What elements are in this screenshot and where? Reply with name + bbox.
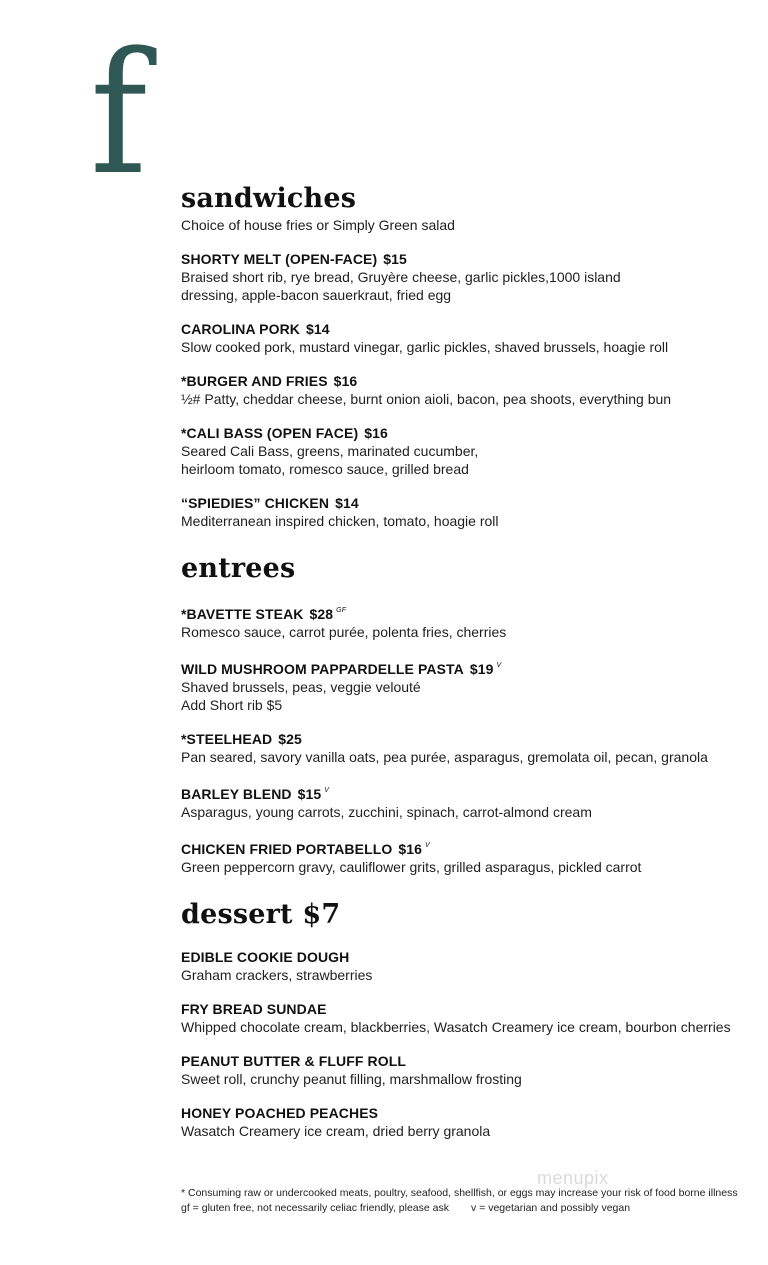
item-price: $14 xyxy=(306,321,330,337)
menu-item xyxy=(181,494,741,530)
watermark: menupix xyxy=(537,1168,609,1188)
item-name: EDIBLE COOKIE DOUGH xyxy=(181,949,350,965)
menu-item xyxy=(181,372,741,408)
item-price: $15 xyxy=(297,786,322,802)
menu-item xyxy=(181,782,741,821)
item-description: Graham crackers, strawberries xyxy=(181,967,373,983)
menu-item xyxy=(181,250,741,304)
item-name: *STEELHEAD xyxy=(181,731,273,747)
item-description: Green peppercorn gravy, cauliflower grits, grilled asparagus, pickled carrot xyxy=(181,859,642,875)
item-description: Shaved brussels, peas, veggie velouté xyxy=(181,679,421,695)
logo-letter: f xyxy=(90,16,148,212)
section-title: entrees xyxy=(181,553,296,584)
item-name: SHORTY MELT (OPEN-FACE) xyxy=(181,251,378,267)
dietary-legend xyxy=(181,1201,741,1216)
section-sandwiches xyxy=(181,182,741,530)
item-name: PEANUT BUTTER & FLUFF ROLL xyxy=(181,1053,407,1069)
menu-item xyxy=(181,837,741,876)
item-name: *BAVETTE STEAK xyxy=(181,606,304,622)
item-addon: Add Short rib $5 xyxy=(181,697,283,713)
section-title: dessert $7 xyxy=(181,899,341,930)
item-name: CAROLINA PORK xyxy=(181,321,301,337)
item-description: Romesco sauce, carrot purée, polenta fries, cherries xyxy=(181,624,507,640)
item-description: Mediterranean inspired chicken, tomato, hoagie roll xyxy=(181,513,499,529)
item-price: $25 xyxy=(278,731,302,747)
item-description: Seared Cali Bass, greens, marinated cucumber, xyxy=(181,443,479,459)
item-description: Sweet roll, crunchy peanut filling, marshmallow frosting xyxy=(181,1071,522,1087)
menu-item xyxy=(181,602,741,641)
item-description: heirloom tomato, romesco sauce, grilled bread xyxy=(181,461,469,477)
item-name: *CALI BASS (OPEN FACE) xyxy=(181,425,359,441)
item-name: *BURGER AND FRIES xyxy=(181,373,328,389)
item-description: Wasatch Creamery ice cream, dried berry granola xyxy=(181,1123,491,1139)
section-subtitle: Choice of house fries or Simply Green salad xyxy=(181,217,455,233)
item-description: Whipped chocolate cream, blackberries, Wasatch Creamery ice cream, bourbon cherries xyxy=(181,1019,731,1035)
section-entrees xyxy=(181,552,741,876)
item-description: dressing, apple-bacon sauerkraut, fried egg xyxy=(181,287,452,303)
item-price: $28 xyxy=(309,606,334,622)
restaurant-logo xyxy=(90,16,148,212)
item-name: CHICKEN FRIED PORTABELLO xyxy=(181,841,393,857)
item-description: Pan seared, savory vanilla oats, pea purée, asparagus, gremolata oil, pecan, granola xyxy=(181,749,708,765)
item-price: $16 xyxy=(333,373,358,389)
menu-item xyxy=(181,1104,741,1140)
item-name: WILD MUSHROOM PAPPARDELLE PASTA xyxy=(181,661,464,677)
section-dessert xyxy=(181,898,741,1140)
menu-item xyxy=(181,424,741,478)
item-name: FRY BREAD SUNDAE xyxy=(181,1001,327,1017)
menu-item xyxy=(181,1052,741,1088)
item-price: $16 xyxy=(364,425,388,441)
item-name: HONEY POACHED PEACHES xyxy=(181,1105,379,1121)
menu-content xyxy=(181,182,741,1140)
item-description: Asparagus, young carrots, zucchini, spinach, carrot-almond cream xyxy=(181,804,592,820)
vegetarian-tag: V xyxy=(425,842,430,849)
item-price: $16 xyxy=(398,841,423,857)
item-price: $19 xyxy=(469,661,494,677)
raw-food-warning: * Consuming raw or undercooked meats, poultry, seafood, shellfish, or eggs may increase your risk of food borne illness xyxy=(181,1187,738,1199)
item-price: $14 xyxy=(335,495,359,511)
menu-item xyxy=(181,1000,741,1036)
item-name: “SPIEDIES” CHICKEN xyxy=(181,495,330,511)
item-description: ½# Patty, cheddar cheese, burnt onion aioli, bacon, pea shoots, everything bun xyxy=(181,391,672,407)
menu-item xyxy=(181,730,741,766)
v-legend: v = vegetarian and possibly vegan xyxy=(471,1202,631,1214)
gluten-free-tag: GF xyxy=(336,607,347,614)
item-description: Braised short rib, rye bread, Gruyère cheese, garlic pickles,1000 island xyxy=(181,269,621,285)
gf-legend: gf = gluten free, not necessarily celiac friendly, please ask xyxy=(181,1202,449,1214)
footnotes xyxy=(181,1186,741,1216)
vegetarian-tag: V xyxy=(496,662,502,669)
menu-item xyxy=(181,948,741,984)
item-name: BARLEY BLEND xyxy=(181,786,292,802)
item-description: Slow cooked pork, mustard vinegar, garlic pickles, shaved brussels, hoagie roll xyxy=(181,339,669,355)
menu-item xyxy=(181,320,741,356)
section-title: sandwiches xyxy=(181,183,357,214)
vegetarian-tag: V xyxy=(324,787,330,794)
menu-item xyxy=(181,657,741,714)
item-price: $15 xyxy=(383,251,407,267)
